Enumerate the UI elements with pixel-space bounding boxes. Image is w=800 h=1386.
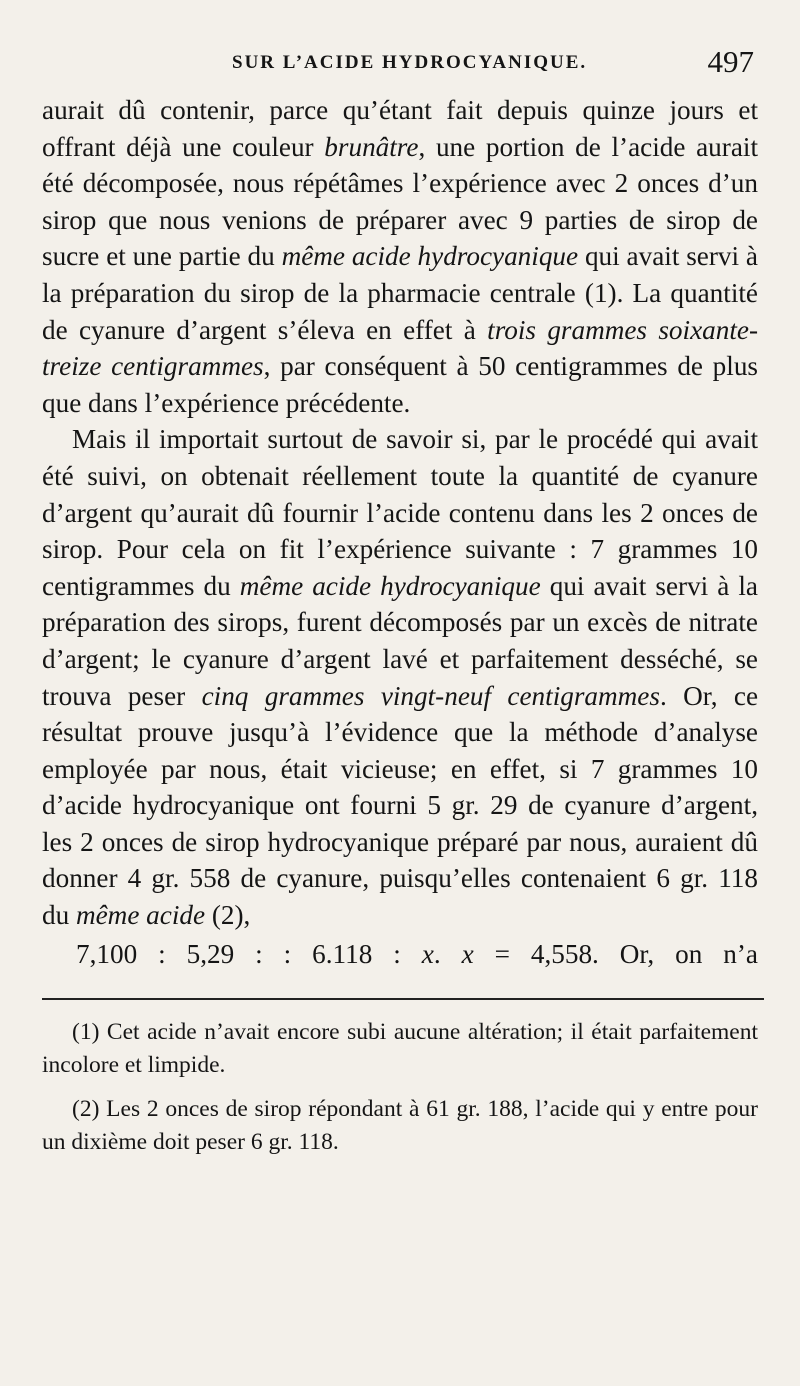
text-run: , par conséquent à 50 centigrammes de plus que dans l’expérience précédente. <box>42 351 758 418</box>
paragraph <box>42 421 758 933</box>
paragraph <box>42 92 758 421</box>
text-run: aurait dû contenir, parce qu’étant fait depuis quinze jours et offrant déjà une couleur <box>42 95 758 162</box>
text-run: = 4,558. Or, on n’a <box>473 938 758 969</box>
page-number: 497 <box>707 44 754 79</box>
italic-text: même acide <box>75 900 206 931</box>
text-run: qui avait servi à la préparation du sirop de la pharmacie centrale (1). La quantité de cyanure d’argent s’éleva en effet à <box>42 241 758 345</box>
text-run: 7,100 : 5,29 : : 6.118 : <box>76 938 422 969</box>
footnote-rule <box>42 998 764 1000</box>
footnote-2: (2) Les 2 onces de sirop répondant à 61 gr. 188, l’acide qui y entre pour un dixième doit peser 6 gr. 118. <box>42 1095 758 1155</box>
italic-text: cinq grammes vingt-neuf centigrammes <box>201 680 660 711</box>
text-run: . <box>433 938 462 969</box>
running-head: SUR L’ACIDE HYDROCYANIQUE. <box>232 52 588 73</box>
italic-text: même acide hydrocyanique <box>281 241 579 272</box>
text-run: Mais il importait surtout de savoir si, par le procédé qui avait été suivi, on obtenait réellement toute la quantité de cyanure d’argent qu’aurait dû fournir l’acide contenu dans les 2 onces de sirop. Pour cela on fit l’expérience suivante : 7 grammes 10 centigrammes du <box>42 424 758 601</box>
text-run: . Or, ce résultat prouve jusqu’à l’évidence que la méthode d’analyse employée par nous, était vicieuse; en effet, si 7 grammes 10 d’acide hydrocyanique ont fourni 5 gr. 29 de cyanure d’argent, les 2 onces de sirop hydrocyanique préparé par nous, auraient dû donner 4 gr. 558 de cyanure, puisqu’elles contenaient 6 gr. 118 du <box>42 680 759 931</box>
book-page <box>42 40 758 1159</box>
text-run: , une portion de l’acide aurait été décomposée, nous répétâmes l’expérience avec 2 onces d’un sirop que nous venions de préparer avec 9 parties de sirop de sucre et une partie du <box>42 131 758 272</box>
footnote-1: (1) Cet acide n’avait encore subi aucune altération; il était parfaitement incolore et limpide. <box>42 1019 758 1079</box>
footnotes <box>42 1016 758 1159</box>
italic-text: x <box>421 938 434 969</box>
italic-text: brunâtre <box>324 131 419 162</box>
body-text <box>42 92 758 934</box>
italic-text: x <box>461 938 474 969</box>
italic-text: trois grammes soixante-treize centigrammes <box>42 314 758 382</box>
text-run: (2), <box>205 900 251 931</box>
italic-text: même acide hydrocyanique <box>239 570 541 601</box>
text-run: qui avait servi à la préparation des sirops, furent décomposés par un excès de nitrate d’argent; le cyanure d’argent lavé et parfaitement desséché, se trouva peser <box>42 570 758 711</box>
proportion-formula <box>42 936 758 973</box>
page-header <box>42 40 758 92</box>
